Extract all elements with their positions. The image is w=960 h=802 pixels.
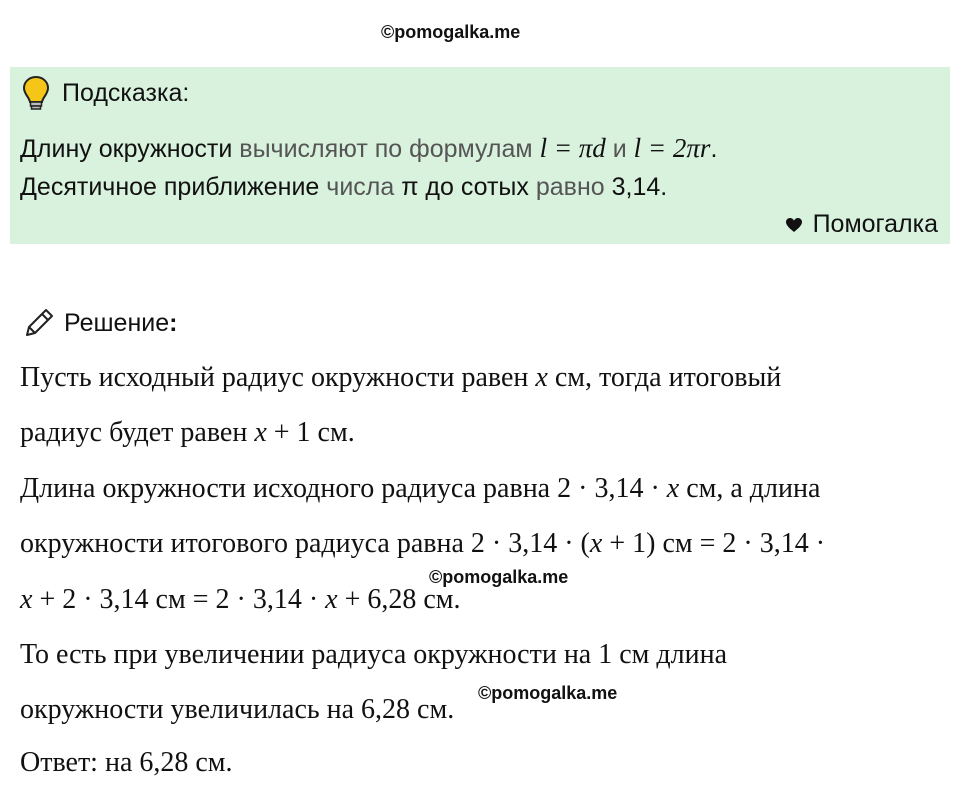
hint-text: равно [528, 173, 612, 201]
hint-term-circumference: Длину окружности [20, 135, 233, 163]
variable-x: x [666, 473, 680, 504]
solution-line-3: Длина окружности исходного радиуса равна 2 · 3,14 · x см, а длина [20, 473, 821, 504]
watermark-top: ©pomogalka.me [381, 22, 521, 42]
variable-x: x [325, 584, 338, 615]
brand-name: Помогалка [812, 210, 938, 238]
watermark-middle: ©pomogalka.me [429, 567, 569, 587]
solution-title-colon: : [169, 308, 178, 337]
solution-title-text: Решение [64, 308, 170, 337]
solution-line-4: окружности итогового радиуса равна 2 · 3,14 · (x + 1) см = 2 · 3,14 · [20, 528, 826, 559]
hint-term-approx: Десятичное приближение [20, 173, 320, 201]
solution-line-6: То есть при увеличении радиуса окружности на 1 см длина [20, 639, 727, 670]
answer-line: Ответ: на 6,28 см. [20, 747, 233, 778]
hint-title-text: Подсказка: [62, 78, 190, 107]
solution-line-7: окружности увеличилась на 6,28 см. [20, 694, 455, 725]
variable-x: x [254, 417, 267, 448]
hint-text: . [660, 173, 668, 201]
pencil-icon [22, 306, 56, 340]
hint-value-pi: 3,14 [611, 173, 661, 201]
hint-text: . [710, 135, 718, 163]
solution-line-1: Пусть исходный радиус окружности равен x см, тогда итоговый [20, 362, 782, 393]
formula-radius: l = 2πr [633, 133, 711, 163]
formula-diameter: l = πd [539, 133, 606, 163]
hint-text: и [605, 135, 634, 163]
variable-x: x [535, 362, 548, 393]
solution-line-2: радиус будет равен x + 1 см. [20, 417, 355, 448]
variable-x: x [589, 528, 603, 559]
watermark-bottom: ©pomogalka.me [478, 683, 618, 703]
hint-text: вычисляют по формулам [232, 135, 540, 163]
lightbulb-icon [22, 75, 50, 111]
heart-icon [785, 217, 803, 233]
solution-title [22, 306, 177, 340]
variable-x: x [20, 584, 33, 615]
hint-text: числа [319, 173, 402, 201]
hint-line-1 [20, 133, 717, 164]
solution-line-5: x + 2 · 3,14 см = 2 · 3,14 · x + 6,28 см. [20, 584, 461, 615]
hint-term-pi: π до сотых [401, 173, 529, 201]
hint-title [22, 76, 189, 110]
brand-signature [785, 210, 938, 239]
hint-line-2 [20, 173, 667, 202]
